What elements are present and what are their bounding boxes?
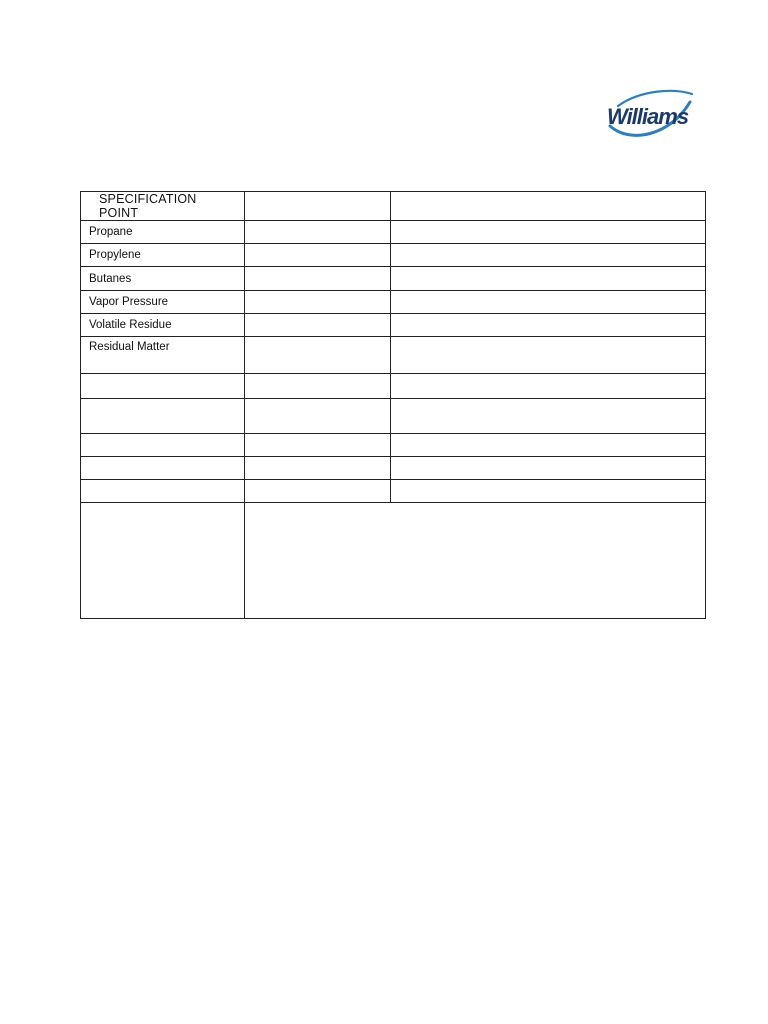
table-row: [81, 337, 706, 374]
table-cell: [391, 314, 706, 337]
table-cell: [245, 267, 391, 291]
table-cell: [245, 374, 391, 399]
table-row: [81, 374, 706, 399]
williams-logo-icon: [604, 86, 696, 146]
table-cell: [391, 221, 706, 244]
table-cell: [391, 399, 706, 434]
table-cell: [391, 374, 706, 399]
table-cell: [391, 291, 706, 314]
row-label: Residual Matter: [81, 337, 245, 374]
row-label: [81, 503, 245, 619]
row-label: Propylene: [81, 244, 245, 267]
table-cell: [245, 314, 391, 337]
table-header-row: [81, 192, 706, 221]
table-cell: [245, 337, 391, 374]
williams-logo-text: Williams: [607, 104, 689, 129]
specification-table: [80, 191, 706, 619]
table-cell: [391, 434, 706, 457]
table-row: [81, 221, 706, 244]
row-label: Vapor Pressure: [81, 291, 245, 314]
table-cell: [391, 457, 706, 480]
table-row: [81, 480, 706, 503]
row-label: [81, 399, 245, 434]
table-cell: [245, 434, 391, 457]
table-cell: [245, 221, 391, 244]
table-cell: [245, 480, 391, 503]
table-row: [81, 314, 706, 337]
notes-cell: [245, 503, 706, 619]
table-cell: [245, 192, 391, 221]
table-cell: [245, 457, 391, 480]
table-row: [81, 457, 706, 480]
row-label: Volatile Residue: [81, 314, 245, 337]
table-row-notes: [81, 503, 706, 619]
table-row: [81, 434, 706, 457]
table-cell: [391, 267, 706, 291]
table-row: [81, 244, 706, 267]
table-cell: [391, 244, 706, 267]
table-row: [81, 399, 706, 434]
williams-logo: [604, 86, 696, 146]
table-cell: [245, 291, 391, 314]
row-label: Butanes: [81, 267, 245, 291]
table-cell: [391, 480, 706, 503]
table-cell: [245, 399, 391, 434]
row-label: Propane: [81, 221, 245, 244]
table-cell: [391, 337, 706, 374]
row-label: [81, 434, 245, 457]
table-row: [81, 291, 706, 314]
table-cell: [245, 244, 391, 267]
row-label: [81, 457, 245, 480]
table-cell: [391, 192, 706, 221]
specification-point-header: SPECIFICATION POINT: [81, 192, 245, 221]
table-row: [81, 267, 706, 291]
row-label: [81, 480, 245, 503]
row-label: [81, 374, 245, 399]
